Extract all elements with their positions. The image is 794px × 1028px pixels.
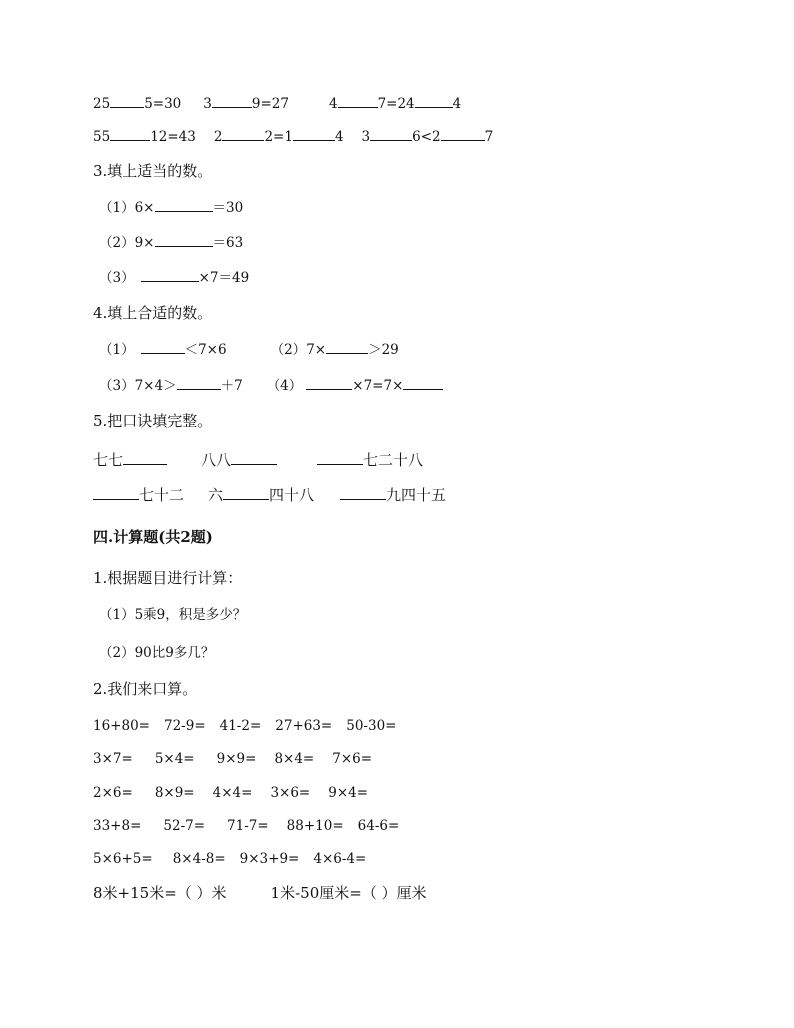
text: 2=1: [264, 129, 293, 145]
q4-row-2: [99, 375, 443, 395]
q4-row-1: [99, 339, 399, 359]
blank[interactable]: [93, 485, 139, 500]
blank[interactable]: [155, 232, 213, 247]
equation: 9×9=: [216, 751, 257, 767]
blank[interactable]: [141, 339, 185, 354]
text: 5=30: [144, 96, 182, 112]
calc-row-4: [93, 816, 399, 836]
blank[interactable]: [326, 339, 368, 354]
equation: 27+63=: [275, 718, 333, 734]
text: 9=27: [251, 96, 289, 112]
q5-row-1: [93, 450, 423, 470]
q3-title: 3.填上适当的数。: [93, 162, 213, 180]
equation: 3×6=: [270, 785, 311, 801]
text: 12=43: [150, 129, 196, 145]
equation: 72-9=: [163, 718, 206, 734]
text: ×7=7×: [352, 378, 404, 394]
text: 7×4＞: [134, 378, 177, 394]
text: 七二十八: [363, 451, 424, 469]
text: ＝63: [212, 235, 244, 251]
blank[interactable]: [415, 93, 453, 108]
text: ＞29: [368, 342, 399, 358]
text: 25: [93, 96, 111, 112]
q5-row-2: [93, 485, 446, 505]
blank[interactable]: [212, 93, 252, 108]
text: 7×: [306, 342, 327, 358]
text: 9×: [134, 235, 155, 251]
section-title: 四.计算题(共2题): [93, 528, 213, 546]
calc-q1-item-2: （2）90比9多几？: [99, 645, 215, 661]
calc-row-5: [93, 849, 366, 869]
text: 3: [361, 129, 371, 145]
text: 7: [484, 129, 494, 145]
equation: 52-7=: [163, 818, 206, 834]
item-number: （3）: [99, 378, 135, 394]
calc-row-1: [93, 716, 396, 736]
equation: 16+80=: [93, 718, 150, 734]
calc-q1-item-1: （1）5乘9，积是多少？: [99, 607, 247, 623]
equation: 33+8=: [93, 818, 142, 834]
text: 6×: [134, 200, 155, 216]
text: 4: [328, 96, 338, 112]
item-number: （1）: [99, 200, 135, 216]
calc-row-2: [93, 749, 372, 769]
text: 3: [203, 96, 212, 112]
blank[interactable]: [441, 126, 485, 141]
blank[interactable]: [110, 126, 150, 141]
q5-title: 5.把口诀填完整。: [93, 412, 213, 430]
equation: 5×4=: [154, 751, 195, 767]
equation: 64-6=: [357, 818, 400, 834]
blank[interactable]: [223, 485, 269, 500]
compare-row-2: [93, 126, 493, 146]
calc-q2-title: 2.我们来口算。: [93, 680, 198, 698]
blank[interactable]: [338, 93, 378, 108]
equation: 8×9=: [154, 785, 195, 801]
equation: 1米-50厘米=（ ）厘米: [270, 884, 427, 902]
equation: 8米+15米=（ ）米: [93, 884, 227, 902]
equation: 4×4=: [212, 785, 253, 801]
equation: 9×3+9=: [239, 851, 300, 867]
text: 八八: [201, 451, 232, 469]
text: 4: [452, 96, 462, 112]
equation: 88+10=: [286, 818, 344, 834]
text: 七十二: [139, 486, 185, 504]
q3-item-2: [99, 232, 243, 252]
equation: 8×4-8=: [172, 851, 226, 867]
equation: 50-30=: [346, 718, 397, 734]
text: ×7＝49: [198, 270, 250, 286]
q3-item-1: [99, 197, 243, 217]
text: 6<2: [412, 129, 441, 145]
item-number: （2）: [99, 235, 135, 251]
text: 2: [213, 129, 223, 145]
equation: 41-2=: [219, 718, 262, 734]
compare-row-1: [93, 93, 461, 113]
blank[interactable]: [403, 375, 443, 390]
equation: 4×6-4=: [313, 851, 367, 867]
equation: 7×6=: [332, 751, 373, 767]
blank[interactable]: [231, 450, 277, 465]
equation: 2×6=: [93, 785, 133, 801]
text: 六: [208, 486, 224, 504]
equation: 9×4=: [328, 785, 369, 801]
blank[interactable]: [306, 375, 352, 390]
equation: 3×7=: [93, 751, 133, 767]
blank[interactable]: [177, 375, 221, 390]
text: 55: [93, 129, 111, 145]
blank[interactable]: [110, 93, 144, 108]
equation: 71-7=: [227, 818, 269, 834]
text: ＝30: [212, 200, 244, 216]
blank[interactable]: [293, 126, 335, 141]
text: 7=24: [377, 96, 415, 112]
item-number: （1）: [99, 342, 135, 358]
text: 4: [334, 129, 344, 145]
item-number: （4）: [266, 378, 303, 394]
text: 七七: [93, 451, 124, 469]
item-number: （2）: [270, 342, 307, 358]
equation: 5×6+5=: [93, 851, 153, 867]
equation: 8×4=: [274, 751, 315, 767]
blank[interactable]: [123, 450, 167, 465]
q4-title: 4.填上合适的数。: [93, 304, 213, 322]
calc-q1-title: 1.根据题目进行计算：: [93, 569, 243, 587]
blank[interactable]: [155, 197, 213, 212]
blank[interactable]: [317, 450, 363, 465]
blank[interactable]: [340, 485, 386, 500]
blank[interactable]: [141, 267, 199, 282]
calc-row-3: [93, 783, 368, 803]
text: ＋7: [220, 378, 243, 394]
blank[interactable]: [370, 126, 412, 141]
item-number: （3）: [99, 270, 135, 286]
calc-units-row: [93, 883, 427, 903]
text: 四十八: [269, 486, 315, 504]
q3-item-3: [99, 267, 249, 287]
blank[interactable]: [222, 126, 264, 141]
text: ＜7×6: [184, 342, 227, 358]
text: 九四十五: [386, 486, 447, 504]
